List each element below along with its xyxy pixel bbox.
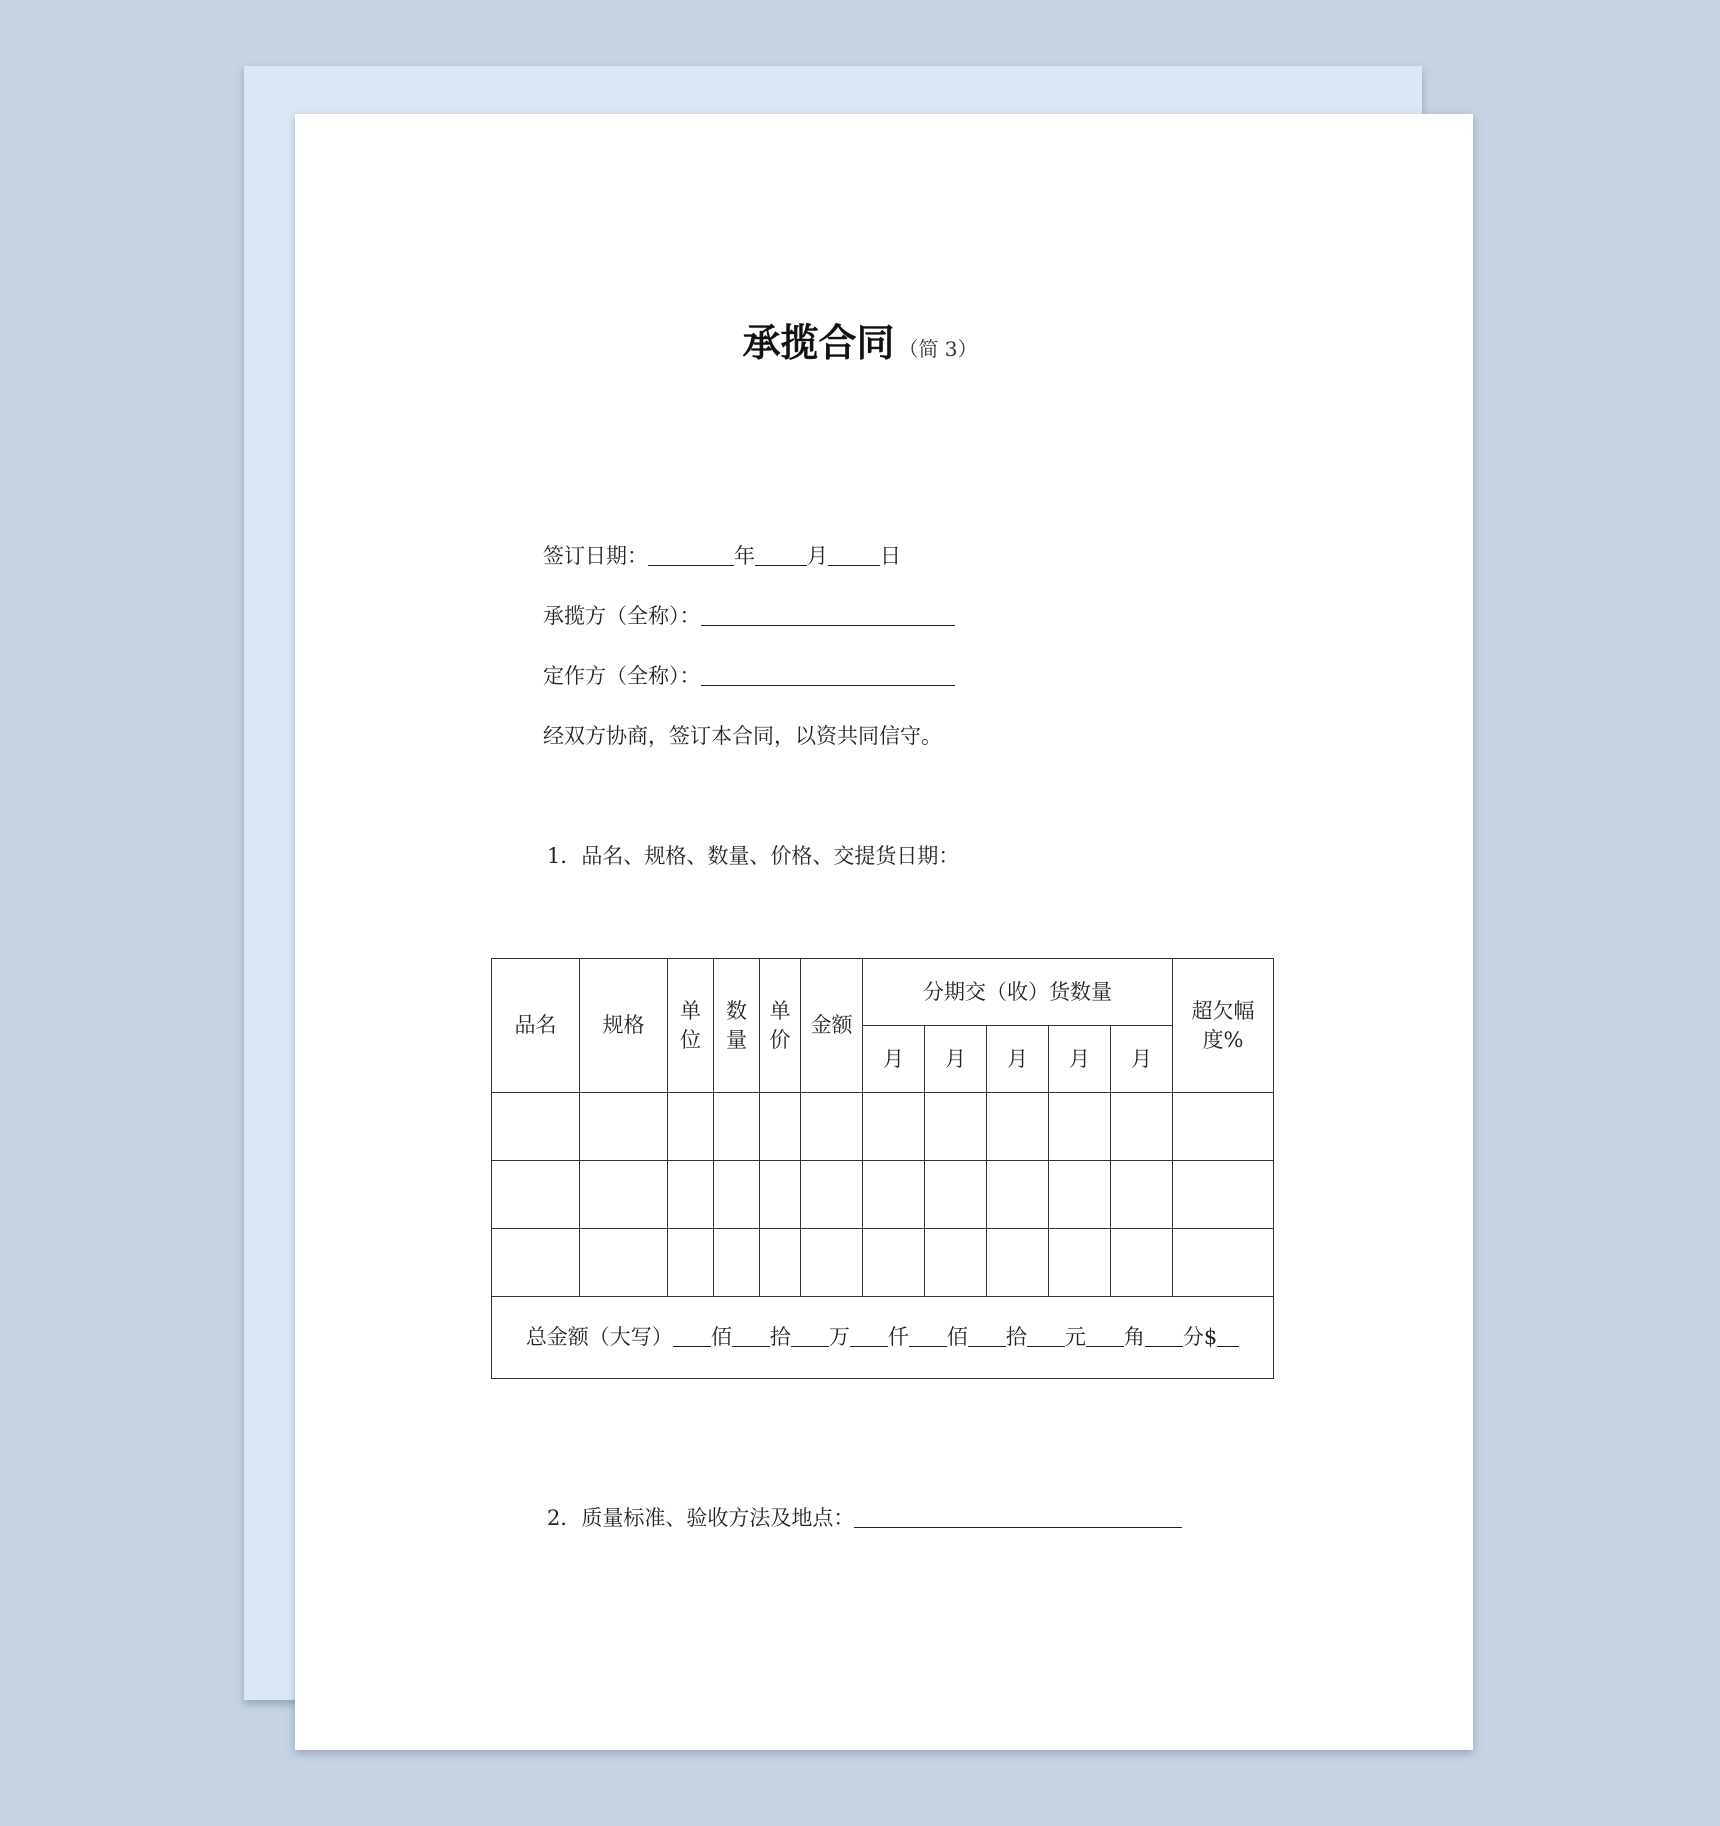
unit-label: 拾 [1005,1325,1027,1349]
amount-blank[interactable] [791,1326,829,1347]
document-title [0,312,1720,367]
table-cell[interactable] [801,1229,863,1297]
contractor-blank[interactable] [701,605,955,626]
unit-label: 佰 [710,1325,732,1349]
table-cell[interactable] [668,1229,714,1297]
currency-symbol: $ [1203,1325,1218,1349]
header-month: 月 [925,1026,987,1093]
table-cell[interactable] [580,1161,668,1229]
year-blank[interactable] [648,545,734,566]
sign-date-label: 签订日期： [543,544,648,568]
orderer-label: 定作方（全称）： [543,664,701,688]
unit-label: 元 [1064,1325,1086,1349]
header-qty: 数量 [714,959,760,1093]
table-cell[interactable] [580,1229,668,1297]
table-cell[interactable] [863,1229,925,1297]
section-1-heading: 1．品名、规格、数量、价格、交提货日期： [547,844,960,868]
table-cell[interactable] [1111,1093,1173,1161]
header-month: 月 [987,1026,1049,1093]
amount-blank[interactable] [673,1326,711,1347]
header-name: 品名 [492,959,580,1093]
title-sub: （简 3） [898,337,978,361]
amount-blank[interactable] [1145,1326,1183,1347]
table-cell[interactable] [1111,1229,1173,1297]
header-month: 月 [1049,1026,1111,1093]
table-cell[interactable] [492,1093,580,1161]
table-cell[interactable] [580,1093,668,1161]
table-cell[interactable] [801,1093,863,1161]
header-price: 单价 [760,959,801,1093]
year-label: 年 [734,544,755,568]
day-blank[interactable] [828,545,880,566]
contractor-line [543,600,955,630]
contractor-label: 承揽方（全称）： [543,604,701,628]
table-cell[interactable] [863,1161,925,1229]
table-cell[interactable] [925,1229,987,1297]
month-label: 月 [807,544,828,568]
table-cell[interactable] [760,1161,801,1229]
table-row [492,1093,1274,1161]
total-row [492,1297,1274,1379]
amount-blank[interactable] [909,1326,947,1347]
header-amount: 金额 [801,959,863,1093]
table-cell[interactable] [668,1093,714,1161]
table-cell[interactable] [1173,1093,1274,1161]
table-cell[interactable] [760,1093,801,1161]
amount-blank[interactable] [1086,1326,1124,1347]
month-blank[interactable] [755,545,807,566]
unit-label: 万 [828,1325,850,1349]
amount-blank[interactable] [968,1326,1006,1347]
quality-blank[interactable] [854,1507,1182,1528]
table-cell[interactable] [714,1229,760,1297]
section-2-line [547,1502,1182,1532]
table-cell[interactable] [1049,1161,1111,1229]
header-month: 月 [863,1026,925,1093]
unit-label: 仟 [887,1325,909,1349]
orderer-blank[interactable] [701,665,955,686]
table-cell[interactable] [925,1161,987,1229]
amount-blank[interactable] [1217,1326,1239,1347]
table-cell[interactable] [863,1093,925,1161]
unit-label: 拾 [769,1325,791,1349]
header-installments: 分期交（收）货数量 [863,959,1173,1026]
unit-label: 佰 [946,1325,968,1349]
table-cell[interactable] [760,1229,801,1297]
unit-label: 分 [1182,1325,1204,1349]
table-cell[interactable] [987,1229,1049,1297]
header-unit: 单位 [668,959,714,1093]
table-cell[interactable] [714,1093,760,1161]
header-spec: 规格 [580,959,668,1093]
amount-blank[interactable] [850,1326,888,1347]
table-cell[interactable] [492,1161,580,1229]
sign-date-line [543,540,901,570]
intro-text: 经双方协商，签订本合同，以资共同信守。 [543,724,942,748]
table-cell[interactable] [1173,1161,1274,1229]
table-cell[interactable] [492,1229,580,1297]
unit-label: 角 [1123,1325,1145,1349]
total-label: 总金额（大写） [525,1325,673,1349]
orderer-line [543,660,955,690]
table-cell[interactable] [1049,1229,1111,1297]
table-cell[interactable] [714,1161,760,1229]
table-cell[interactable] [1111,1161,1173,1229]
table-cell[interactable] [668,1161,714,1229]
table-cell[interactable] [801,1161,863,1229]
day-label: 日 [880,544,901,568]
table-cell[interactable] [1049,1093,1111,1161]
amount-blank[interactable] [1027,1326,1065,1347]
table-row [492,1229,1274,1297]
total-amount-cell [492,1297,1274,1379]
amount-blank[interactable] [732,1326,770,1347]
header-tolerance: 超欠幅度% [1173,959,1274,1093]
goods-table [491,958,1274,1379]
table-cell[interactable] [925,1093,987,1161]
header-month: 月 [1111,1026,1173,1093]
table-cell[interactable] [987,1093,1049,1161]
table-row [492,1161,1274,1229]
table-cell[interactable] [1173,1229,1274,1297]
table-cell[interactable] [987,1161,1049,1229]
section-2-heading: 2．质量标准、验收方法及地点： [547,1506,855,1530]
title-main: 承揽合同 [742,321,895,365]
